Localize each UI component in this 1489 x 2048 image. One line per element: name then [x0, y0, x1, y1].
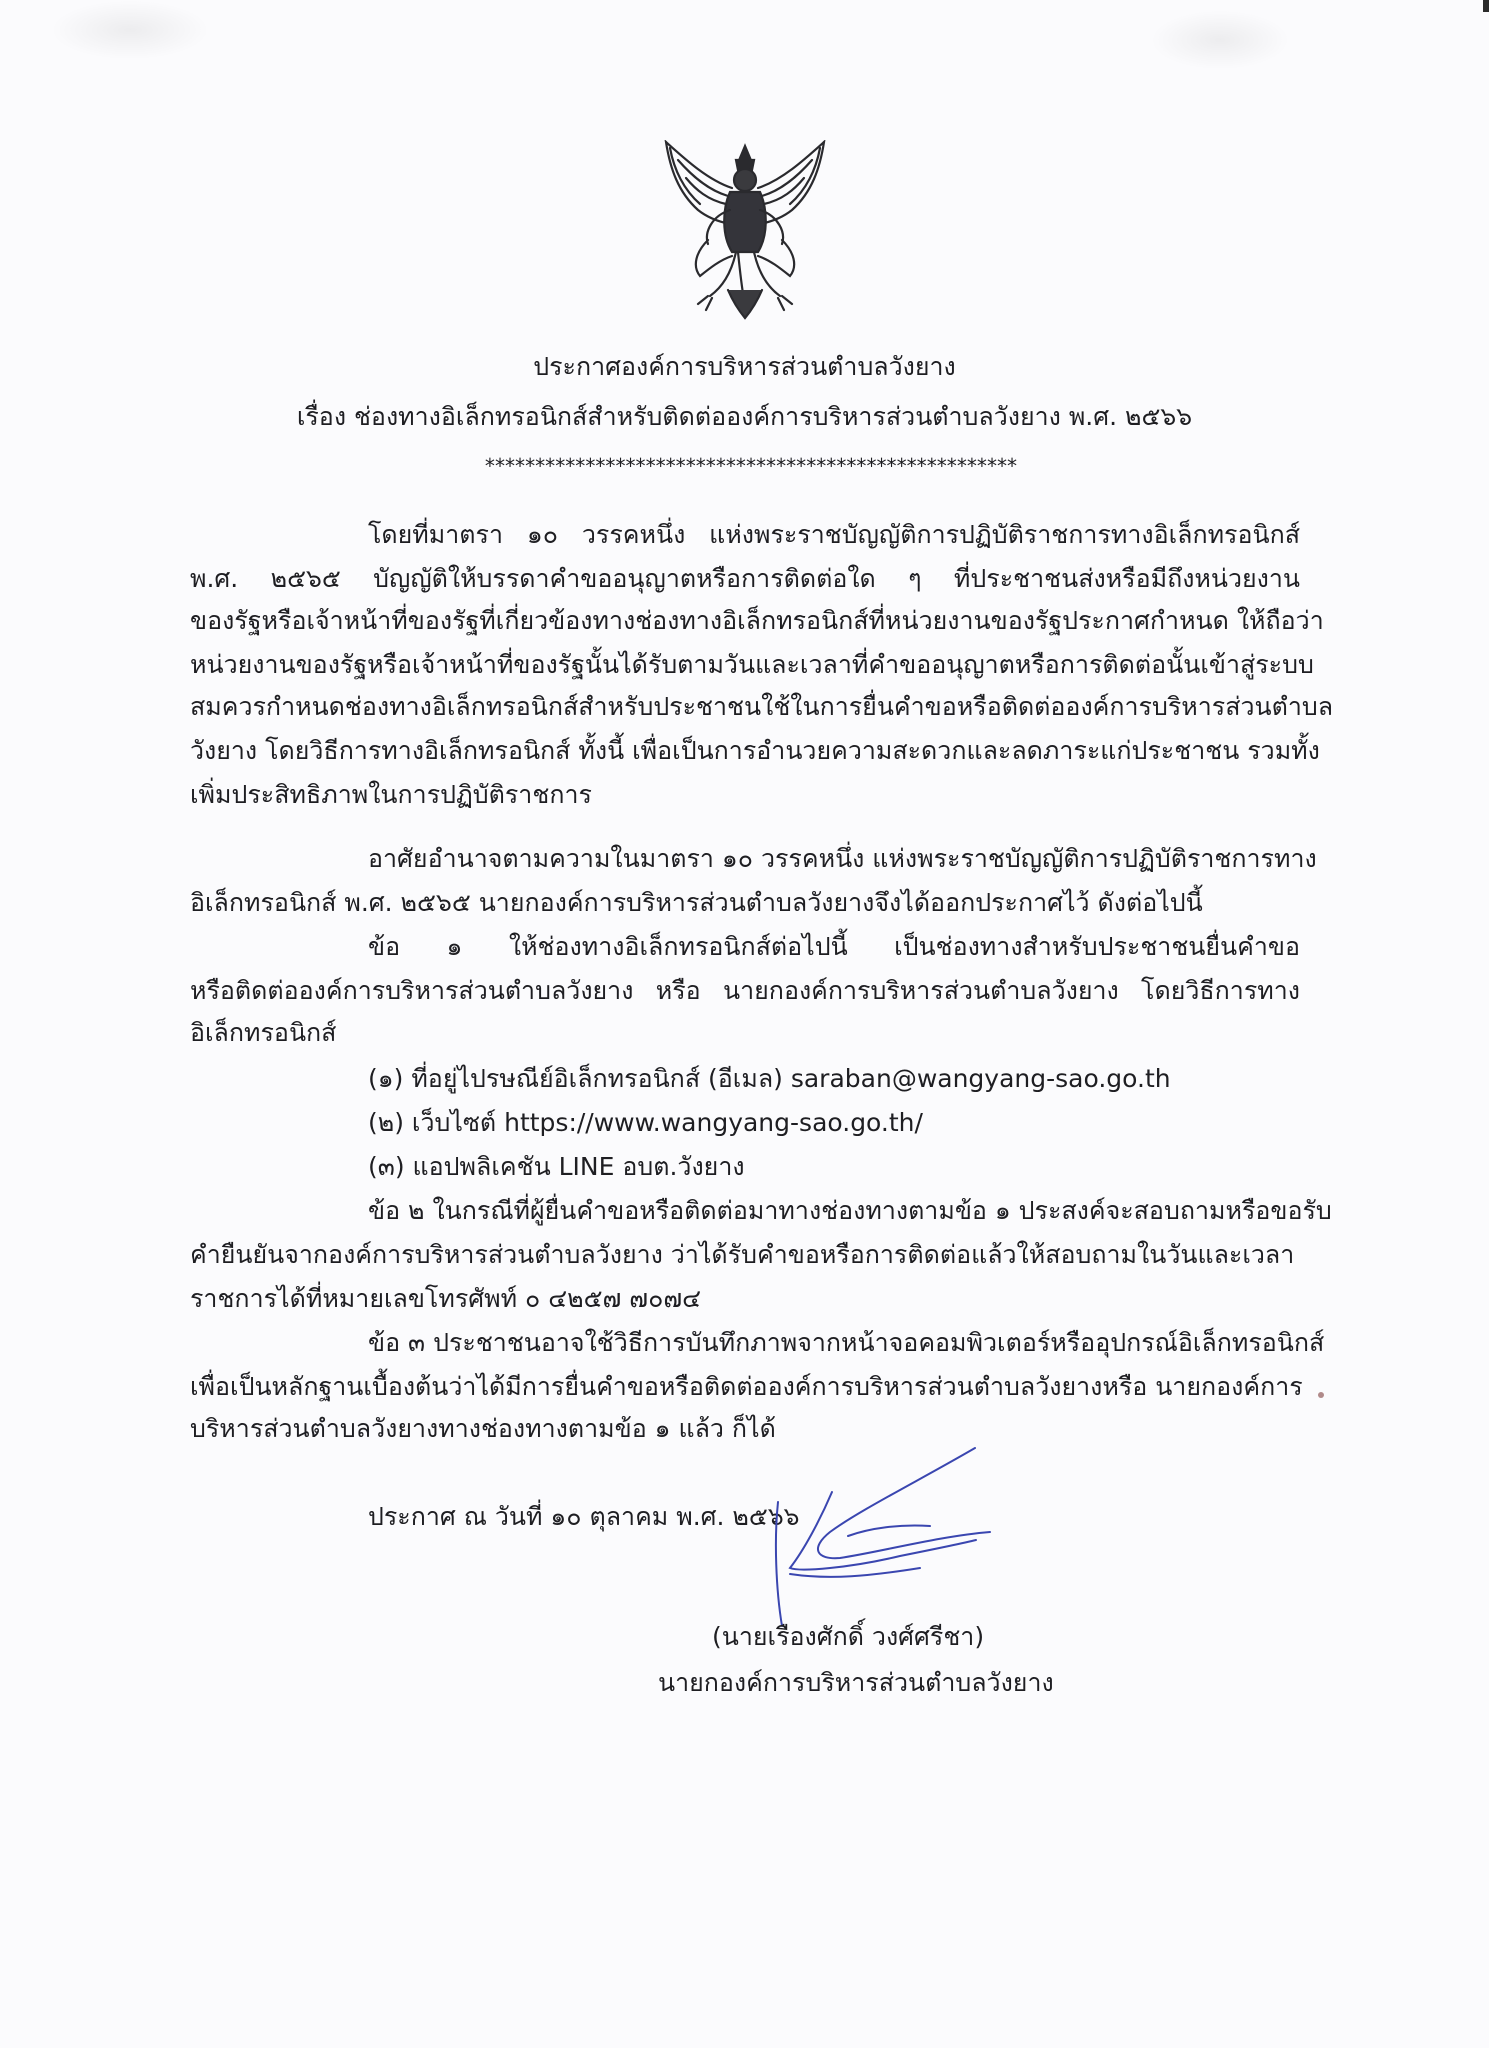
- signatory-title: นายกองค์การบริหารส่วนตำบลวังยาง: [658, 1668, 1054, 1697]
- clause2-line: ข้อ ๒ ในกรณีที่ผู้ยื่นคำขอหรือติดต่อมาทางช่องทางตามข้อ ๑ ประสงค์จะสอบถามหรือขอรับ: [368, 1196, 1332, 1225]
- clause2-line: ราชการได้ที่หมายเลขโทรศัพท์ ๐ ๔๒๕๗ ๗๐๗๔: [190, 1284, 702, 1313]
- clause1-line: ข้อ ๑ ให้ช่องทางอิเล็กทรอนิกส์ต่อไปนี้ เป็นช่องทางสำหรับประชาชนยื่นคำขอ: [368, 932, 1300, 961]
- para1-line: สมควรกำหนดช่องทางอิเล็กทรอนิกส์สำหรับประชาชนใช้ในการยื่นคำขอหรือติดต่อองค์การบริหารส่วนตำบล: [190, 692, 1334, 721]
- para2-line: อาศัยอำนาจตามความในมาตรา ๑๐ วรรคหนึ่ง แห่งพระราชบัญญัติการปฏิบัติราชการทาง: [368, 844, 1317, 873]
- separator-line: *****************************************************: [483, 454, 1017, 478]
- para1-line: ของรัฐหรือเจ้าหน้าที่ของรัฐที่เกี่ยวข้องทางช่องทางอิเล็กทรอนิกส์ที่หน่วยงานของรัฐประกาศกำหนด ให้ถือว่า: [190, 606, 1324, 635]
- announcement-subject: เรื่อง ช่องทางอิเล็กทรอนิกส์สำหรับติดต่อองค์การบริหารส่วนตำบลวังยาง พ.ศ. ๒๕๖๖: [296, 402, 1193, 431]
- clause3-line: บริหารส่วนตำบลวังยางทางช่องทางตามข้อ ๑ แล้ว ก็ได้: [190, 1414, 776, 1443]
- paper-crease: [50, 0, 210, 60]
- para1-line: พ.ศ. ๒๕๖๕ บัญญัติให้บรรดาคำขออนุญาตหรือการติดต่อใด ๆ ที่ประชาชนส่งหรือมีถึงหน่วยงาน: [190, 564, 1300, 593]
- channel-website: (๒) เว็บไซต์ https://www.wangyang-sao.go.th/: [368, 1108, 923, 1137]
- clause3-line: ข้อ ๓ ประชาชนอาจใช้วิธีการบันทึกภาพจากหน้าจอคอมพิวเตอร์หรืออุปกรณ์อิเล็กทรอนิกส์: [368, 1328, 1325, 1357]
- ink-speck: [1318, 1392, 1324, 1398]
- announcement-title: ประกาศองค์การบริหารส่วนตำบลวังยาง: [533, 352, 956, 381]
- para1-line: โดยที่มาตรา ๑๐ วรรคหนึ่ง แห่งพระราชบัญญัติการปฏิบัติราชการทางอิเล็กทรอนิกส์: [368, 520, 1300, 549]
- clause3-line: เพื่อเป็นหลักฐานเบื้องต้นว่าได้มีการยื่นคำขอหรือติดต่อองค์การบริหารส่วนตำบลวังยางหรือ นายกองค์การ: [190, 1372, 1303, 1401]
- para1-line: หน่วยงานของรัฐหรือเจ้าหน้าที่ของรัฐนั้นได้รับตามวันและเวลาที่คำขออนุญาตหรือการติดต่อนั้นเข้าสู่ระบบ: [190, 650, 1314, 679]
- para1-line: วังยาง โดยวิธีการทางอิเล็กทรอนิกส์ ทั้งนี้ เพื่อเป็นการอำนวยความสะดวกและลดภาระแก่ประชาชน รวมทั้ง: [190, 736, 1320, 765]
- handwritten-signature: [720, 1440, 1010, 1630]
- clause1-line: หรือติดต่อองค์การบริหารส่วนตำบลวังยาง หรือ นายกองค์การบริหารส่วนตำบลวังยาง โดยวิธีการทาง: [190, 976, 1300, 1005]
- signatory-name: (นายเรืองศักดิ์ วงศ์ศรีชา): [712, 1622, 985, 1651]
- scan-edge-mark: [1483, 0, 1489, 12]
- garuda-emblem-icon: [648, 140, 843, 325]
- clause2-line: คำยืนยันจากองค์การบริหารส่วนตำบลวังยาง ว่าได้รับคำขอหรือการติดต่อแล้วให้สอบถามในวันและเวลา: [190, 1240, 1295, 1269]
- clause1-line: อิเล็กทรอนิกส์: [190, 1018, 337, 1047]
- paper-crease: [1150, 10, 1290, 70]
- channel-email: (๑) ที่อยู่ไปรษณีย์อิเล็กทรอนิกส์ (อีเมล) saraban@wangyang-sao.go.th: [368, 1064, 1171, 1093]
- para2-line: อิเล็กทรอนิกส์ พ.ศ. ๒๕๖๕ นายกองค์การบริหารส่วนตำบลวังยางจึงได้ออกประกาศไว้ ดังต่อไปนี้: [190, 888, 1203, 917]
- para1-line: เพิ่มประสิทธิภาพในการปฏิบัติราชการ: [190, 780, 592, 809]
- announcement-date: ประกาศ ณ วันที่ ๑๐ ตุลาคม พ.ศ. ๒๕๖๖: [368, 1502, 800, 1531]
- channel-line-app: (๓) แอปพลิเคชัน LINE อบต.วังยาง: [368, 1152, 745, 1181]
